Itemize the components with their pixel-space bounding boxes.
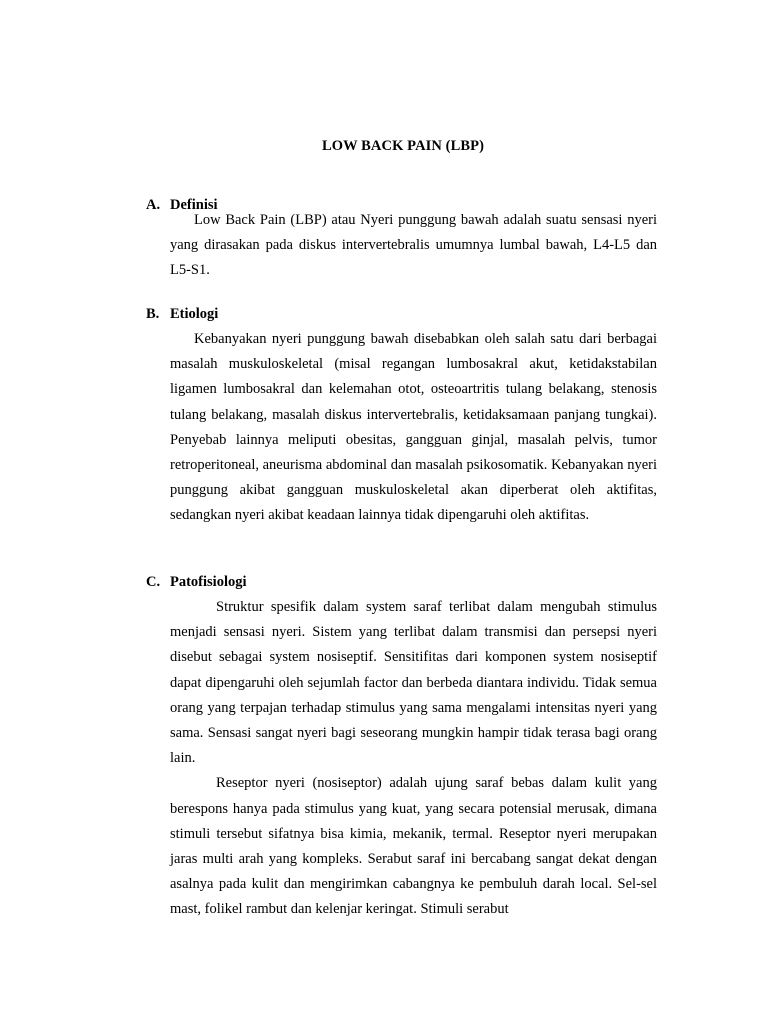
section-header xyxy=(146,305,658,323)
document-title: LOW BACK PAIN (LBP) xyxy=(321,138,485,154)
section-letter: B. xyxy=(146,306,160,322)
section-heading: Etiologi xyxy=(170,306,219,322)
section-heading: Definisi xyxy=(170,197,218,213)
section-letter: A. xyxy=(146,197,161,213)
paragraph: Kebanyakan nyeri punggung bawah disebabkan oleh salah satu dari berbagai masalah muskuloskeletal (misal regangan lumbosakral akut, ketidakstabilan ligamen lumbosakral dan kelemahan otot, osteoartritis tulang belakang, stenosis tulang belakang, masalah diskus intervertebralis, ketidaksamaan panjang tungkai). Penyebab lainnya meliputi obesitas, gangguan ginjal, masalah pelvis, tumor retroperitoneal, aneurisma abdominal dan masalah psikosomatik. Kebanyakan nyeri punggung akibat gangguan muskuloskeletal akan diperberat oleh aktifitas, sedangkan nyeri akibat keadaan lainnya tidak dipengaruhi oleh aktifitas. xyxy=(170,331,657,524)
paragraph: Low Back Pain (LBP) atau Nyeri punggung bawah adalah suatu sensasi nyeri yang dirasakan pada diskus intervertebralis umumnya lumbal bawah, L4-L5 dan L5-S1. xyxy=(170,212,657,279)
section-header xyxy=(146,196,658,214)
section-header xyxy=(146,573,658,591)
paragraph: Struktur spesifik dalam system saraf terlibat dalam mengubah stimulus menjadi sensasi nyeri. Sistem yang terlibat dalam transmisi dan persepsi nyeri disebut sebagai system nosiseptif. Sensitifitas dari komponen system nosiseptif dapat dipengaruhi oleh sejumlah factor dan berbeda diantara individu. Tidak semua orang yang terpajan terhadap stimulus yang sama mengalami intensitas nyeri yang sama. Sensasi sangat nyeri bagi seseorang mungkin hampir tidak terasa bagi orang lain. xyxy=(170,599,657,767)
section-patofisiologi xyxy=(146,573,658,923)
section-heading: Patofisiologi xyxy=(170,574,247,590)
section-definisi xyxy=(146,196,658,284)
section-etiologi xyxy=(146,305,658,529)
section-letter: C. xyxy=(146,574,161,590)
paragraph: Reseptor nyeri (nosiseptor) adalah ujung saraf bebas dalam kulit yang berespons hanya pada stimulus yang kuat, yang secara potensial merusak, dimana stimuli tersebut sifatnya bisa kimia, mekanik, termal. Reseptor nyeri merupakan jaras multi arah yang kompleks. Serabut saraf ini bercabang sangat dekat dengan asalnya pada kulit dan mengirimkan cabangnya ke pembuluh darah local. Sel-sel mast, folikel rambut dan kelenjar keringat. Stimuli serabut xyxy=(170,775,657,918)
